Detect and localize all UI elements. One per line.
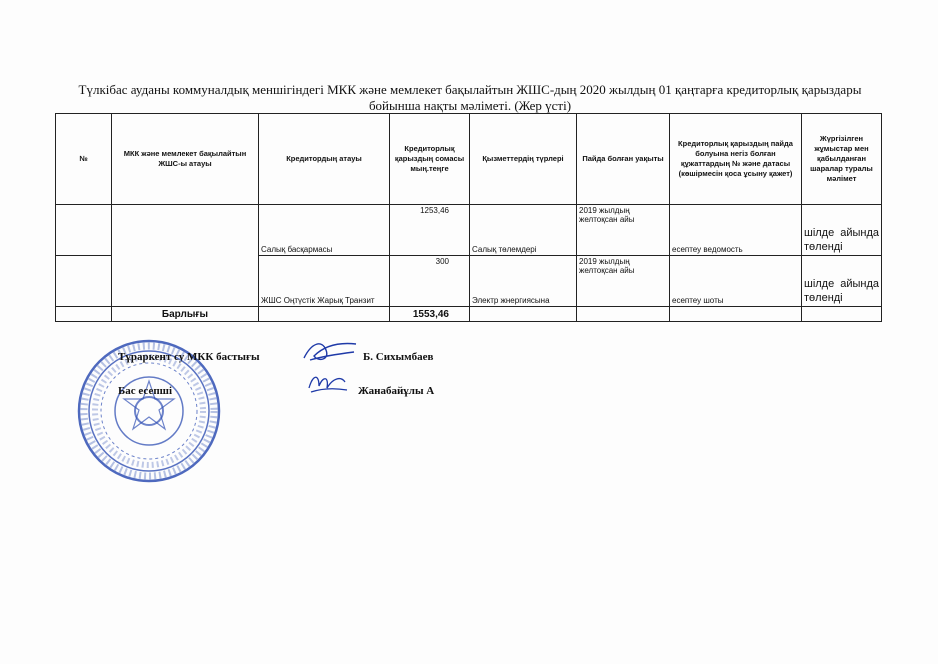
org-name-cell — [112, 205, 259, 307]
total-empty-cell — [577, 307, 670, 322]
row-num-cell — [56, 256, 112, 307]
accountant-title: Бас есепші — [118, 385, 173, 397]
creditor-cell: Салық басқармасы — [259, 205, 390, 256]
header-measures: Жүргізілген жұмыстар мен қабылданған шаралар туралы мәлімет — [802, 114, 882, 205]
measure-cell: шілде айында төленді — [802, 256, 882, 307]
header-org: МКК және мемлекет бақылайтын ЖШС-ы атауы — [112, 114, 259, 205]
header-amount: Кредиторлық қарыздың сомасы мың.теңге — [390, 114, 470, 205]
measure-cell: шілде айында төленді — [802, 205, 882, 256]
creditor-cell: ЖШС Оңтүстік Жарық Транзит — [259, 256, 390, 307]
creditor-table — [55, 113, 882, 322]
header-creditor: Кредитордың атауы — [259, 114, 390, 205]
total-empty-cell — [56, 307, 112, 322]
document-title — [40, 82, 900, 114]
service-cell: Электр жнергиясына — [470, 256, 577, 307]
accountant-name: Жанабайұлы А — [358, 385, 435, 397]
accountant-signature — [305, 368, 350, 396]
title-line-1: Түлкібас ауданы коммуналдық меншігіндегі МКК және мемлекет бақылайтын ЖШС-дың 2020 жылдың 01 қаңтарға кредиторлық қарыздары — [78, 82, 862, 97]
header-date: Пайда болған уақыты — [577, 114, 670, 205]
director-signature — [300, 336, 360, 366]
amount-cell: 300 — [390, 256, 470, 307]
document-cell: есептеу ведомость — [670, 205, 802, 256]
director-title: Тұраркент су МКК бастығы — [118, 351, 260, 363]
date-cell: 2019 жылдың желтоқсан айы — [577, 256, 670, 307]
title-line-2: бойынша нақты мәліметі. (Жер үсті) — [368, 98, 572, 113]
total-amount: 1553,46 — [390, 307, 470, 322]
header-num: № — [56, 114, 112, 205]
total-empty-cell — [259, 307, 390, 322]
total-label: Барлығы — [112, 307, 259, 322]
date-cell: 2019 жылдың желтоқсан айы — [577, 205, 670, 256]
table-header-row — [56, 114, 882, 205]
amount-cell: 1253,46 — [390, 205, 470, 256]
total-empty-cell — [802, 307, 882, 322]
row-num-cell — [56, 205, 112, 256]
total-empty-cell — [470, 307, 577, 322]
total-empty-cell — [670, 307, 802, 322]
total-row — [56, 307, 882, 322]
header-basis: Кредиторлық қарыздың пайда болуына негіз болған құжаттардың № және датасы (көшірмесін қоса ұсыну қажет) — [670, 114, 802, 205]
table-row — [56, 205, 882, 256]
header-services: Қызметтердің түрлері — [470, 114, 577, 205]
document-cell: есептеу шоты — [670, 256, 802, 307]
service-cell: Салық төлемдері — [470, 205, 577, 256]
director-name: Б. Сихымбаев — [363, 351, 434, 363]
